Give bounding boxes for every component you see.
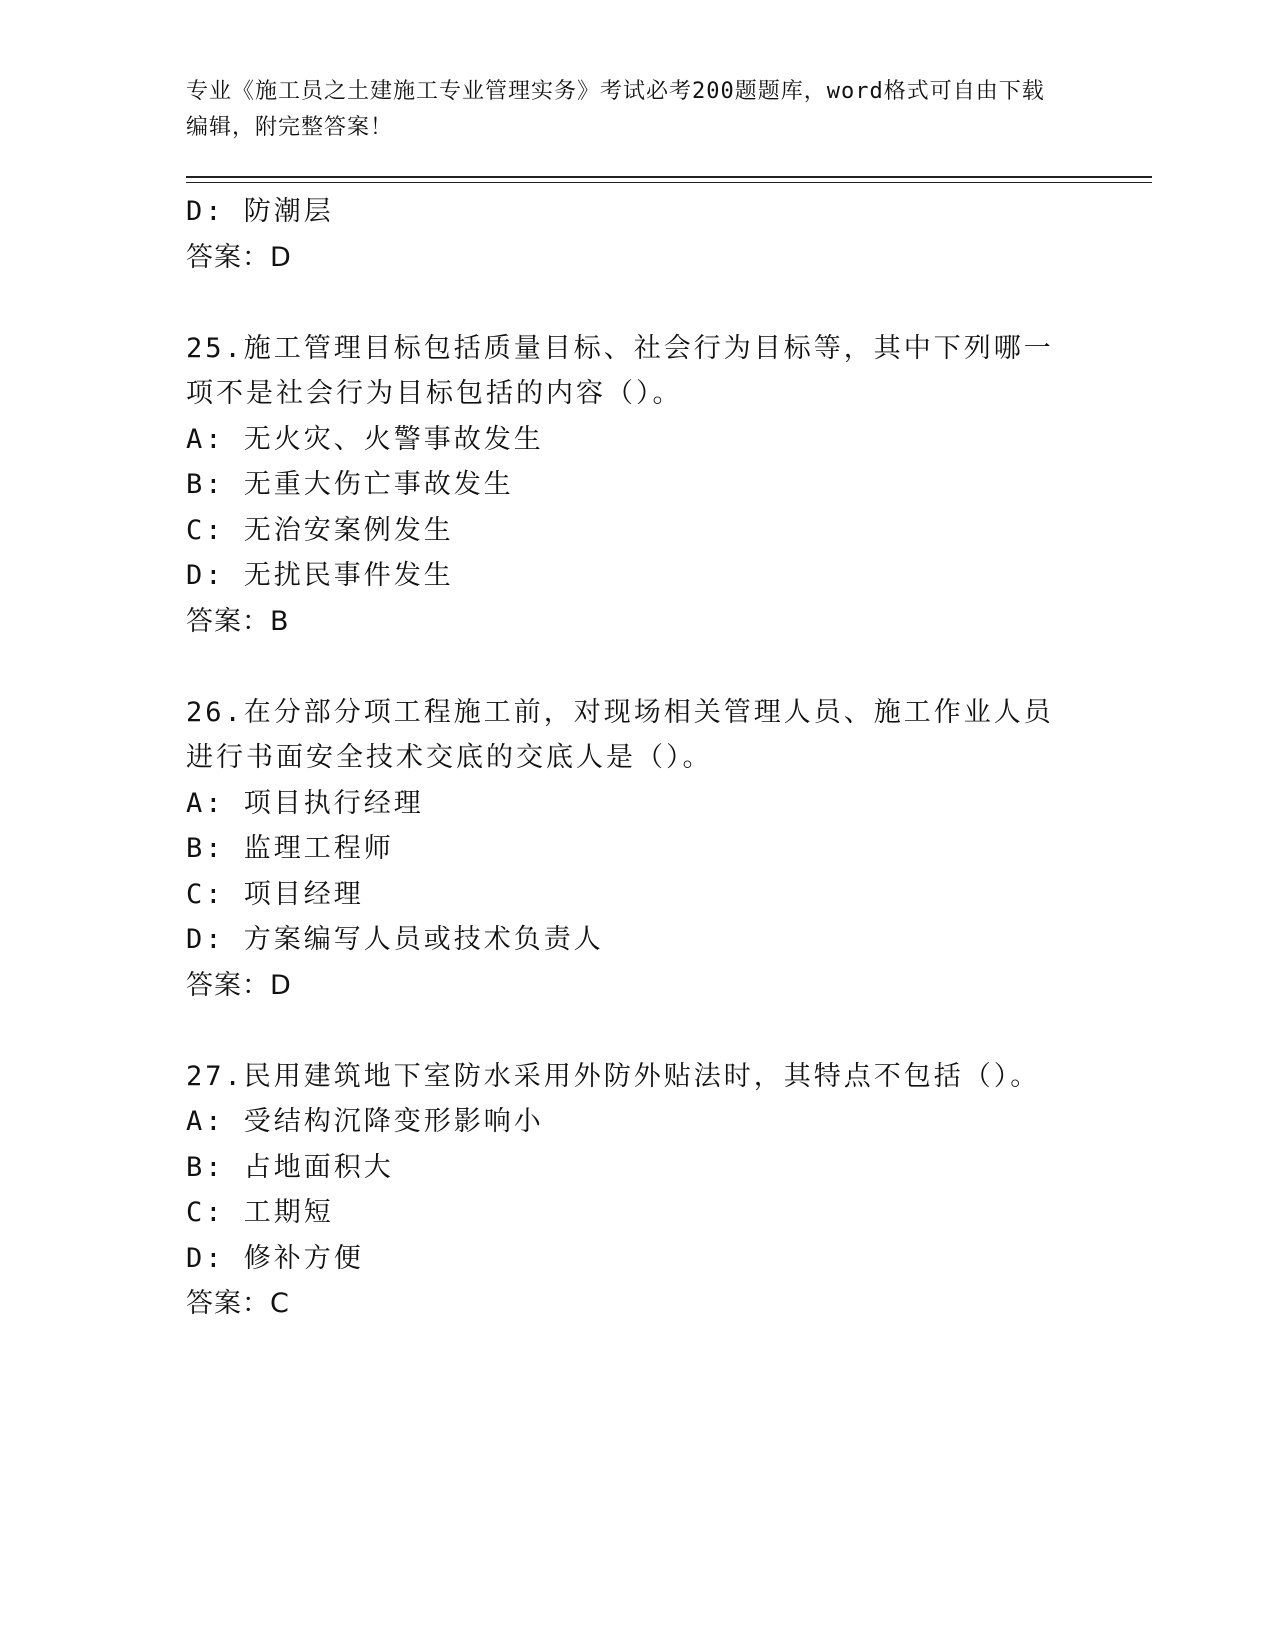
option-c: C: 工期短 — [186, 1197, 334, 1228]
option-d: D: 无扰民事件发生 — [186, 560, 454, 591]
option-c: C: 无治安案例发生 — [186, 514, 454, 546]
option-a: A: 无火灾、火警事故发生 — [186, 423, 544, 455]
option-a: A: 受结构沉降变形影响小 — [186, 1106, 544, 1137]
option-c: C: 项目经理 — [186, 878, 364, 910]
option-b: B: 监理工程师 — [186, 833, 394, 864]
prev-option-d: D: 防潮层 — [186, 196, 334, 227]
question-27 — [186, 1054, 1086, 1327]
header-rule-thin — [186, 182, 1152, 183]
option-a: A: 项目执行经理 — [186, 787, 424, 819]
answer: 答案：D — [186, 969, 292, 1001]
question-25 — [186, 326, 1086, 645]
answer: 答案：B — [186, 605, 290, 637]
document-body — [186, 189, 1086, 1327]
question-stem: 27.民用建筑地下室防水采用外防外贴法时，其特点不包括（）。 — [186, 1060, 1041, 1092]
option-b: B: 无重大伤亡事故发生 — [186, 469, 514, 500]
answer: 答案：C — [186, 1288, 290, 1319]
document-header: 专业《施工员之土建施工专业管理实务》考试必考200题题库，word格式可自由下载编辑，附完整答案！ — [186, 79, 1045, 140]
prev-answer: 答案：D — [186, 241, 292, 273]
header-rule-thick — [186, 176, 1152, 178]
option-b: B: 占地面积大 — [186, 1151, 394, 1183]
option-d: D: 修补方便 — [186, 1242, 364, 1274]
option-d: D: 方案编写人员或技术负责人 — [186, 924, 604, 955]
question-stem: 25.施工管理目标包括质量目标、社会行为目标等，其中下列哪一项不是社会行为目标包括的内容（）。 — [186, 332, 1054, 409]
question-26 — [186, 690, 1086, 1009]
question-stem: 26.在分部分项工程施工前，对现场相关管理人员、施工作业人员进行书面安全技术交底的交底人是（）。 — [186, 696, 1054, 773]
